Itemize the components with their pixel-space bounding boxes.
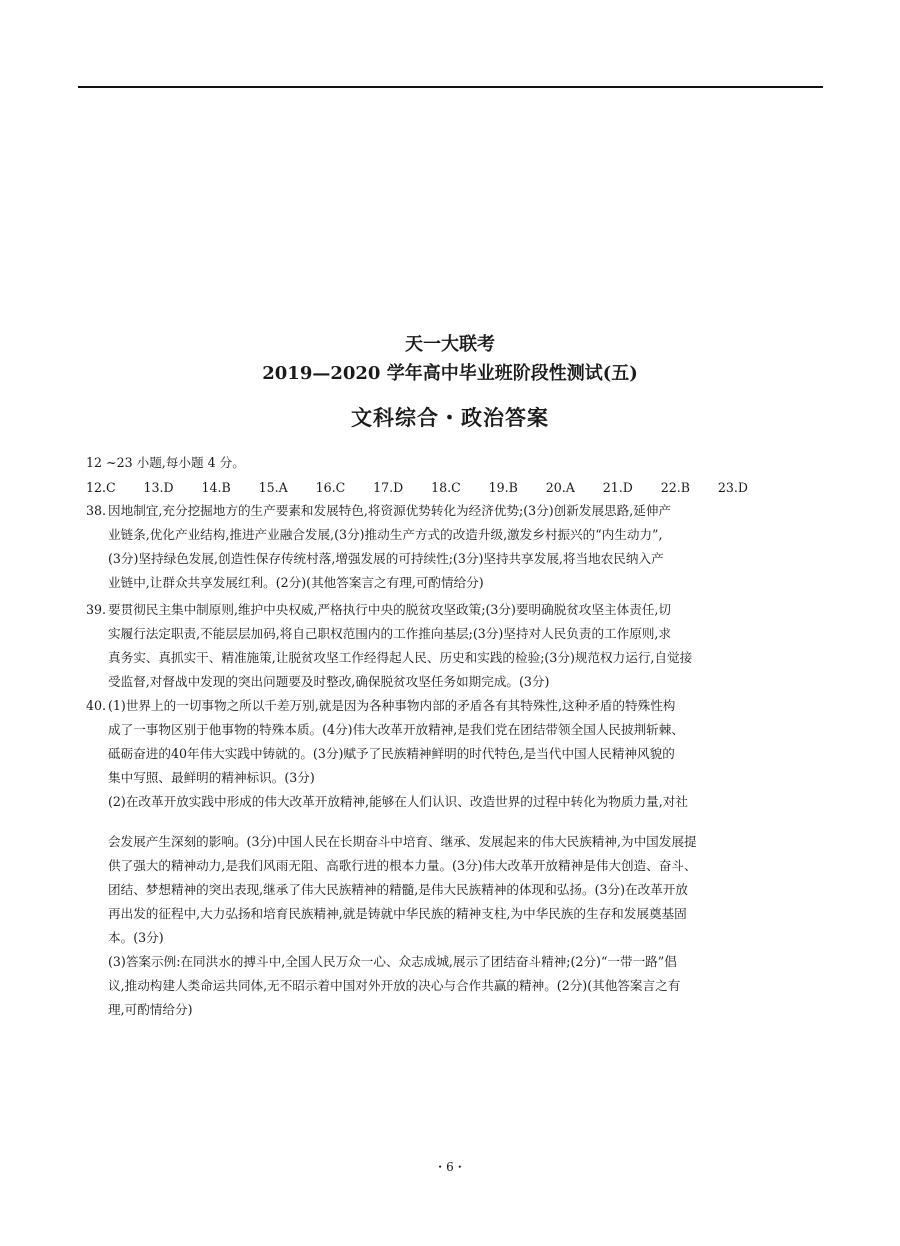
text-line: 集中写照、最鲜明的精神标识。(3分) [108, 770, 315, 785]
text-line: 团结、梦想精神的突出表现,继承了伟大民族精神的精髓,是伟大民族精神的体现和弘扬。(3分)在改革开放 [108, 882, 688, 897]
text-line: 受监督,对督战中发现的突出问题要及时整改,确保脱贫攻坚任务如期完成。(3分) [108, 674, 550, 689]
text-line: 会发展产生深刻的影响。(3分)中国人民在长期奋斗中培育、继承、发展起来的伟大民族精神,为中国发展提 [108, 834, 697, 849]
text-line: (1)世界上的一切事物之所以千差万别,就是因为各种事物内部的矛盾各有其特殊性,这种矛盾的特殊性构 [108, 698, 676, 713]
answer-item: 23.D [717, 480, 748, 495]
answer-item: 20.A [545, 480, 575, 495]
answer-item: 16.C [315, 480, 346, 495]
text-line: 业链中,让群众共享发展红利。(2分)(其他答案言之有理,可酌情给分) [108, 575, 484, 590]
text-line: 成了一事物区别于他事物的特殊本质。(4分)伟大改革开放精神,是我们党在团结带领全国人民披荆斩棘、 [108, 722, 684, 737]
answer-item: 19.B [488, 480, 518, 495]
question-39 [86, 598, 754, 694]
text-line: 理,可酌情给分) [108, 1002, 193, 1017]
text-line: 真务实、真抓实干、精准施策,让脱贫攻坚工作经得起人民、历史和实践的检验;(3分)规范权力运行,自觉接 [108, 650, 693, 665]
text-line: 供了强大的精神动力,是我们风雨无阻、高歌行进的根本力量。(3分)伟大改革开放精神是伟大创造、奋斗、 [108, 858, 697, 873]
page-number: ・6・ [434, 1160, 466, 1174]
org-title: 天一大联考 [405, 334, 495, 355]
answer-item: 21.D [602, 480, 633, 495]
text-line: (3)答案示例:在同洪水的搏斗中,全国人民万众一心、众志成城,展示了团结奋斗精神;(2分)“一带一路”倡 [108, 954, 677, 969]
subject-title: 文科综合・政治答案 [351, 405, 549, 430]
text-line: 实履行法定职责,不能层层加码,将自己职权范围内的工作推向基层;(3分)坚持对人民负责的工作原则,求 [108, 626, 672, 641]
question-38 [86, 499, 754, 595]
question-number: 38. [86, 503, 107, 518]
question-number: 39. [86, 602, 107, 617]
answer-item: 18.C [431, 480, 461, 495]
text-line: (3分)坚持绿色发展,创造性保存传统村落,增强发展的可持续性;(3分)坚持共享发展,将当地农民纳入产 [108, 551, 664, 566]
question-40-continued [86, 830, 754, 1022]
text-line: 因地制宜,充分挖掘地方的生产要素和发展特色,将资源优势转化为经济优势;(3分)创新发展思路,延伸产 [108, 503, 672, 518]
text-line: 砥砺奋进的40年伟大实践中铸就的。(3分)赋予了民族精神鲜明的时代特色,是当代中国人民精神风貌的 [108, 746, 675, 761]
answer-item: 15.A [258, 480, 288, 495]
answer-item: 12.C [86, 480, 116, 495]
text-line: 本。(3分) [108, 930, 164, 945]
answer-item: 22.B [660, 480, 691, 495]
answer-item: 17.D [373, 480, 404, 495]
answer-item: 14.B [201, 480, 231, 495]
question-40 [86, 694, 754, 814]
answer-key [86, 477, 748, 499]
instruction: 12 ~23 小题,每小题 4 分。 [86, 455, 245, 470]
text-line: 业链条,优化产业结构,推进产业融合发展,(3分)推动生产方式的改造升级,激发乡村振兴的“内生动力”, [108, 527, 663, 542]
top-rule [78, 86, 823, 88]
text-line: 再出发的征程中,大力弘扬和培育民族精神,就是铸就中华民族的精神支柱,为中华民族的生存和发展奠基固 [108, 906, 687, 921]
text-line: 议,推动构建人类命运共同体,无不昭示着中国对外开放的决心与合作共赢的精神。(2分)(其他答案言之有 [108, 978, 681, 993]
exam-title: 2019—2020 学年高中毕业班阶段性测试(五) [262, 363, 638, 384]
text-line: (2)在改革开放实践中形成的伟大改革开放精神,能够在人们认识、改造世界的过程中转化为物质力量,对社 [108, 794, 688, 809]
question-number: 40. [86, 698, 107, 713]
answer-item: 13.D [143, 480, 174, 495]
text-line: 要贯彻民主集中制原则,维护中央权威,严格执行中央的脱贫攻坚政策;(3分)要明确脱贫攻坚主体责任,切 [108, 602, 672, 617]
